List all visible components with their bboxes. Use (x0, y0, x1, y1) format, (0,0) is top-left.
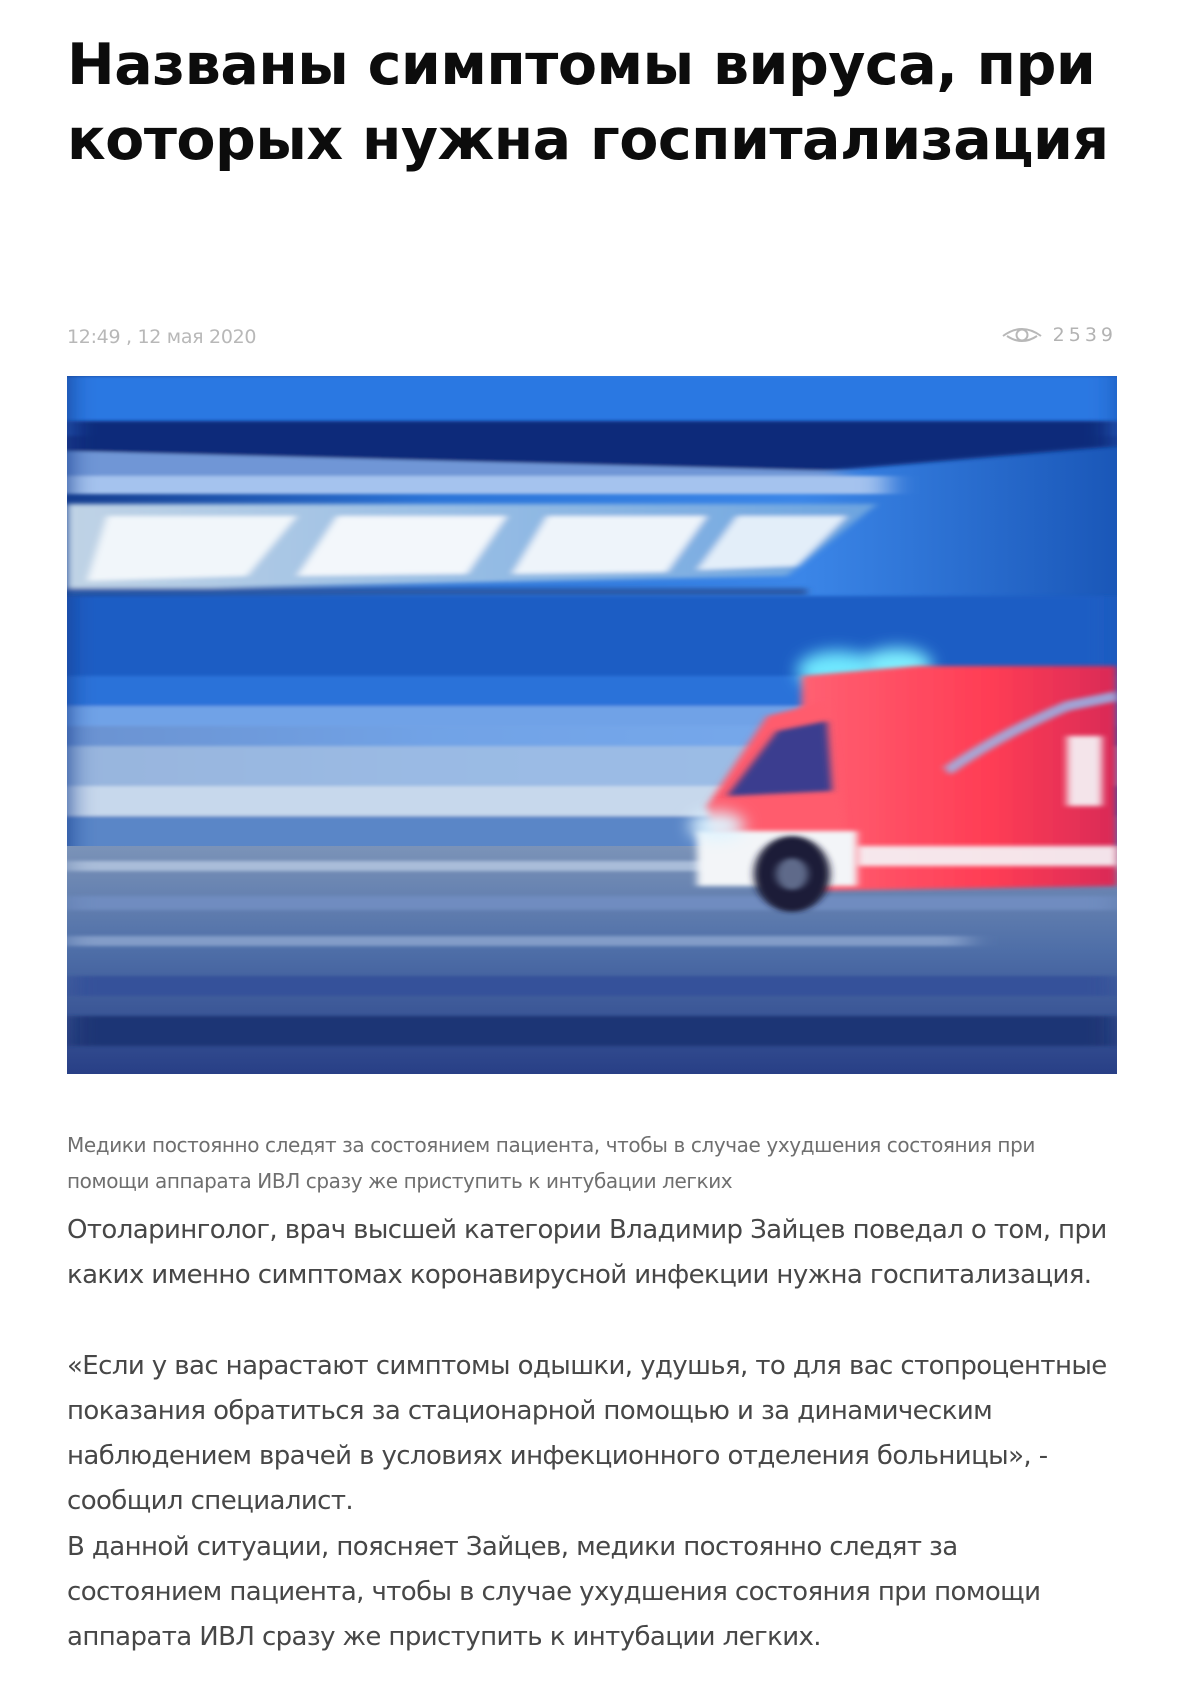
article-paragraph-2: «Если у вас нарастают симптомы одышки, удушья, то для вас стопроцентные показания обратиться за стационарной помощью и за динамическим наблюдением врачей в условиях инфекционного отделения больницы», - сообщил специалист. (67, 1351, 1107, 1516)
article-headline: Названы симптомы вируса, при которых нужна госпитализация (67, 32, 1109, 173)
publish-date: 12:49 , 12 мая 2020 (67, 326, 257, 348)
article-paragraph-1: Отоларинголог, врач высшей категории Владимир Зайцев поведал о том, при каких именно симптомах коронавирусной инфекции нужна госпитализация. (67, 1215, 1107, 1290)
view-counter (1001, 324, 1117, 346)
article-hero-image[interactable] (67, 376, 1117, 1074)
article (67, 28, 1117, 1652)
image-caption: Медики постоянно следят за состоянием пациента, чтобы в случае ухудшения состояния при помощи аппарата ИВЛ сразу же приступить к интубации легких (67, 1133, 1035, 1193)
view-count: 2539 (1052, 324, 1117, 346)
eye-icon (1001, 324, 1043, 346)
article-paragraph-3: В данной ситуации, поясняет Зайцев, медики постоянно следят за состоянием пациента, чтобы в случае ухудшения состояния при помощи аппарата ИВЛ сразу же приступить к интубации легких. (67, 1532, 1041, 1652)
article-meta (67, 318, 1117, 358)
